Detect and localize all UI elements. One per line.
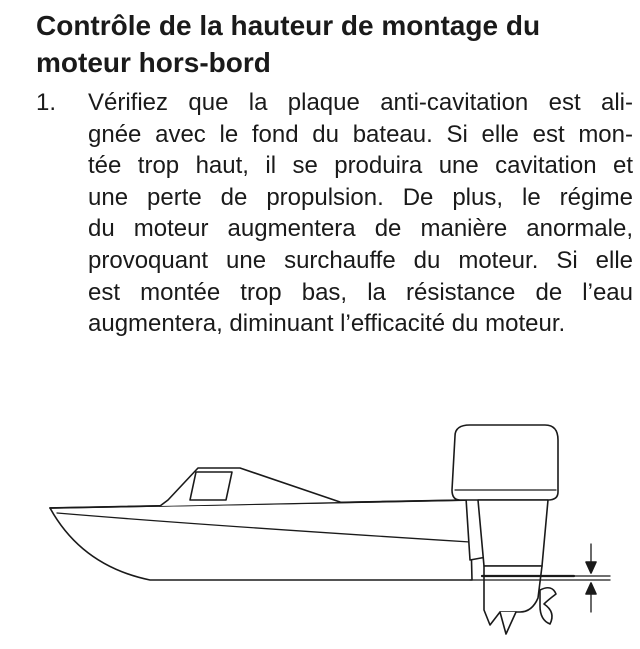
step-text-line: du moteur augmentera de manière anormale, <box>88 215 633 243</box>
step-number: 1. <box>36 89 57 116</box>
section-title-line-1: Contrôle de la hauteur de montage du <box>36 10 541 41</box>
step-text-line: provoquant une surchauffe du moteur. Si elle <box>88 246 633 274</box>
step-text-line: gnée avec le fond du bateau. Si elle est mon- <box>88 120 633 148</box>
height-dimension-arrows <box>586 544 596 612</box>
step-text-line: Vérifiez que la plaque anti-cavitation est ali- <box>88 89 633 116</box>
step-text <box>88 87 633 340</box>
step-text-line: tée trop haut, il se produira une cavitation et <box>88 152 633 180</box>
engine-cowling <box>452 425 558 500</box>
step-text-line: augmentera, diminuant l’efficacité du moteur. <box>88 310 566 338</box>
section-title <box>36 7 636 81</box>
motor-midsection <box>478 500 548 566</box>
cabin-window <box>190 472 232 500</box>
motor-skeg <box>500 612 516 634</box>
lower-arrowhead <box>586 583 596 594</box>
section-title-line-2: moteur hors-bord <box>36 47 271 78</box>
boat-cabin <box>160 468 340 506</box>
propeller <box>540 588 556 624</box>
boat-outboard-illustration <box>0 360 640 649</box>
upper-arrowhead <box>586 562 596 573</box>
step-text-line: est montée trop bas, la résistance de l’eau <box>88 278 633 306</box>
step-text-line: une perte de propulsion. De plus, le régime <box>88 183 633 211</box>
boat-hull <box>50 500 472 580</box>
